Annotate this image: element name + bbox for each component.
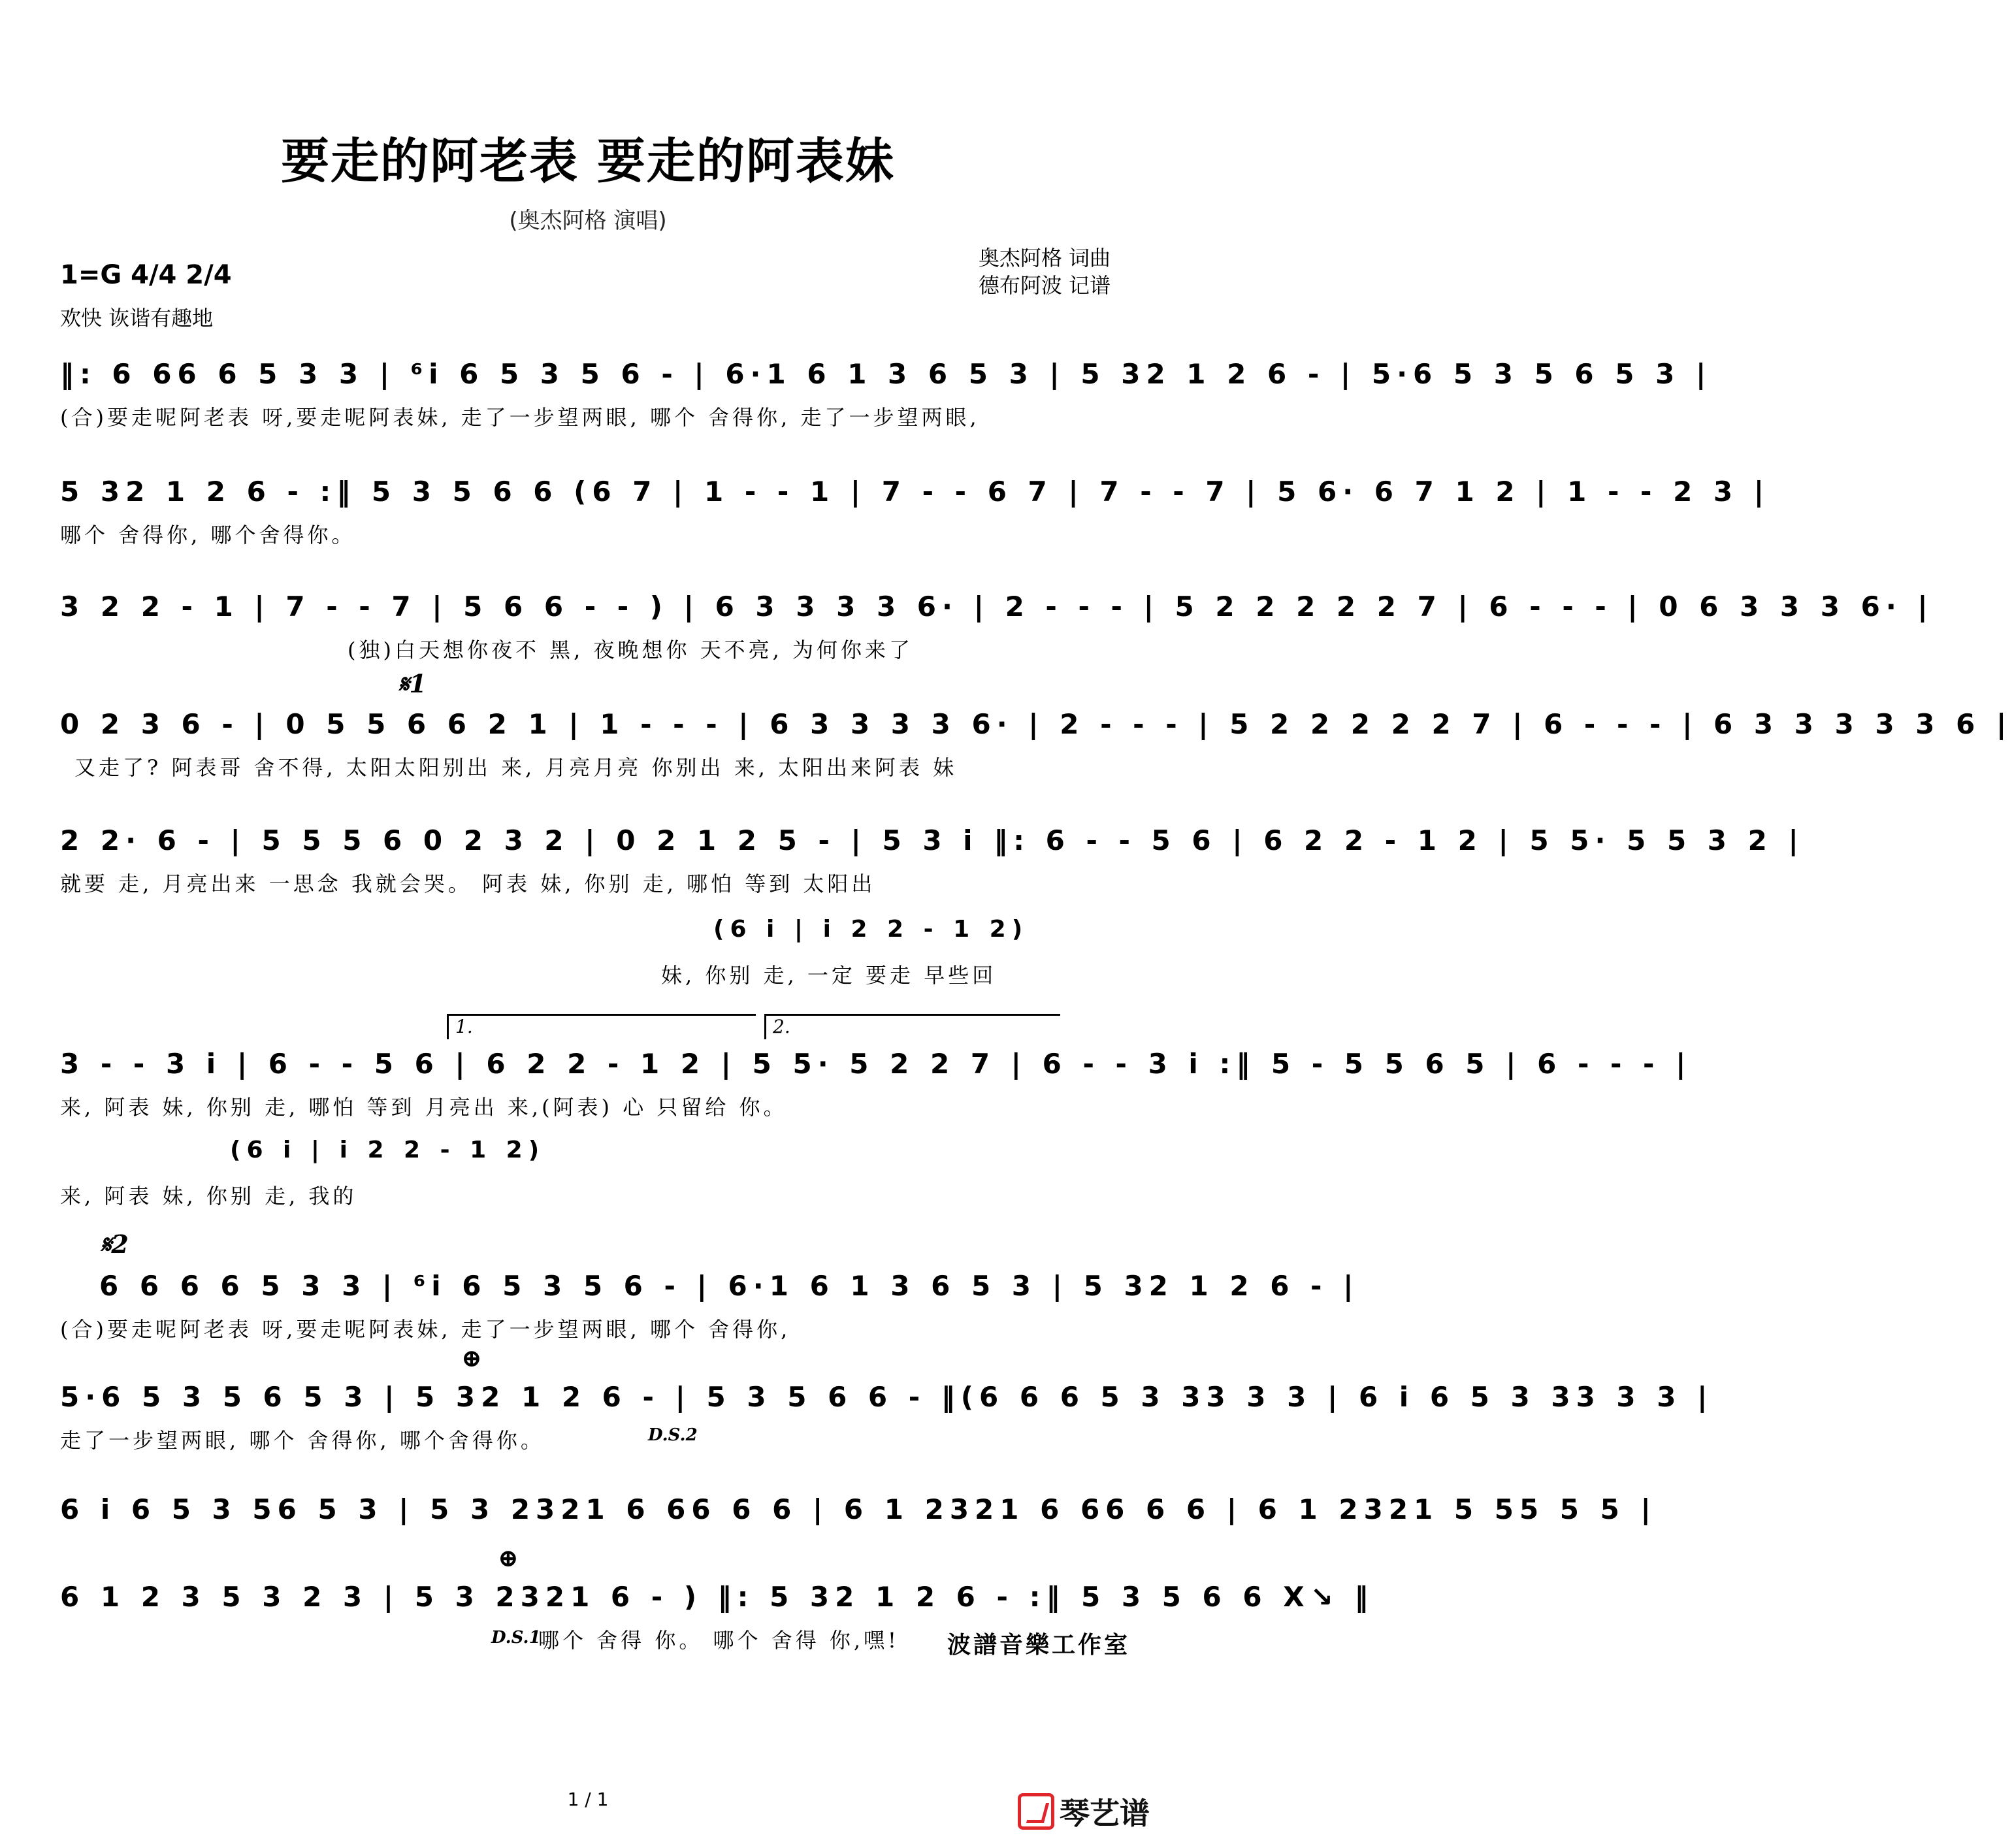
key-signature: 1=G 4/4 2/4 xyxy=(60,260,232,290)
lyrics-line: 哪个 舍得你, 哪个舍得你。 xyxy=(60,523,356,547)
lyrics-line: (独)白天想你夜不 黑, 夜晚想你 天不亮, 为何你来了 xyxy=(348,638,914,662)
notation-line: 0 2 3 6 - | 0 5 5 6 6 2 1 | 1 - - - | 6 3 3 3 3 6· | 2 - - - | 5 2 2 2 2 2 7 | 6 - - - | 6 3 3 3 3 3 6 | xyxy=(60,708,2012,740)
dal-segno-1: D.S.1 xyxy=(491,1628,541,1647)
alternate-lyrics: 来, 阿表 妹, 你别 走, 我的 xyxy=(60,1184,357,1208)
performer-subtitle: (奥杰阿格 演唱) xyxy=(509,208,667,234)
lyrics-line: (合)要走呢阿老表 呀,要走呢阿表妹, 走了一步望两眼, 哪个 舍得你, 走了一步望两眼, xyxy=(60,405,980,430)
lyrics-line: (合)要走呢阿老表 呀,要走呢阿表妹, 走了一步望两眼, 哪个 舍得你, xyxy=(60,1317,791,1342)
lyrics-line: 哪个 舍得 你。 哪个 舍得 你,嘿! xyxy=(538,1628,900,1653)
segno-marker: 𝄋2 xyxy=(101,1229,129,1259)
notation-line: ‖: 6 66 6 5 3 3 | ⁶i 6 5 3 5 6 - | 6·1 6 1 3 6 5 3 | 5 32 1 2 6 - | 5·6 5 3 5 6 5 3 | xyxy=(60,358,1712,390)
alternate-notation: (6 i | i 2 2 - 1 2) xyxy=(230,1137,545,1163)
lyrics-line: 走了一步望两眼, 哪个 舍得你, 哪个舍得你。 xyxy=(60,1428,545,1453)
page-number: 1 / 1 xyxy=(567,1789,609,1810)
notation-line: 5 32 1 2 6 - :‖ 5 3 5 6 6 (6 7 | 1 - - 1 | 7 - - 6 7 | 7 - - 7 | 5 6· 6 7 1 2 | 1 - - 2 3 | xyxy=(60,476,1770,508)
credit-transcriber: 德布阿波 记谱 xyxy=(978,273,1111,298)
notation-line: 3 2 2 - 1 | 7 - - 7 | 5 6 6 - - ) | 6 3 3 3 3 6· | 2 - - - | 5 2 2 2 2 2 7 | 6 - - - | 0 6 3 3 3 6· | xyxy=(60,591,1934,623)
notation-line: 2 2· 6 - | 5 5 5 6 0 2 3 2 | 0 2 1 2 5 - | 5 3 i ‖: 6 - - 5 6 | 6 2 2 - 1 2 | 5 5· 5 5 3 2 | xyxy=(60,824,1804,856)
alternate-notation: (6 i | i 2 2 - 1 2) xyxy=(713,916,1029,943)
studio-credit: 波譜音樂工作室 xyxy=(947,1631,1130,1659)
site-logo xyxy=(1018,1790,1150,1833)
notation-line: 5·6 5 3 5 6 5 3 | 5 32 1 2 6 - | 5 3 5 6 6 - ‖(6 6 6 5 3 33 3 3 | 6 i 6 5 3 33 3 3 | xyxy=(60,1381,1713,1413)
coda-sign: ⊕ xyxy=(498,1543,519,1572)
volta-second-ending: 2. xyxy=(764,1014,1060,1039)
lyrics-line: 来, 阿表 妹, 你别 走, 哪怕 等到 月亮出 来,(阿表) 心 只留给 你。 xyxy=(60,1095,788,1120)
logo-text: 琴艺谱 xyxy=(1060,1796,1150,1831)
coda-sign: ⊕ xyxy=(461,1343,482,1372)
page-title: 要走的阿老表 要走的阿表妹 xyxy=(281,133,895,189)
logo-icon xyxy=(1018,1793,1054,1830)
notation-line: 3 - - 3 i | 6 - - 5 6 | 6 2 2 - 1 2 | 5 5· 5 2 2 7 | 6 - - 3 i :‖ 5 - 5 5 6 5 | 6 - - - | xyxy=(60,1048,1692,1080)
lyrics-line: 就要 走, 月亮出来 一思念 我就会哭。 阿表 妹, 你别 走, 哪怕 等到 太阳出 xyxy=(60,871,876,896)
tempo-marking: 欢快 诙谐有趣地 xyxy=(60,306,214,331)
segno-marker: 𝄋1 xyxy=(398,669,427,698)
credit-lyrics-music: 奥杰阿格 词曲 xyxy=(978,246,1111,270)
volta-first-ending: 1. xyxy=(447,1014,756,1039)
dal-segno-2: D.S.2 xyxy=(648,1425,698,1445)
notation-line: 6 i 6 5 3 56 5 3 | 5 3 2321 6 66 6 6 | 6 1 2321 6 66 6 6 | 6 1 2321 5 55 5 5 | xyxy=(60,1493,1657,1525)
lyrics-line: 又走了? 阿表哥 舍不得, 太阳太阳别出 来, 月亮月亮 你别出 来, 太阳出来阿表 妹 xyxy=(74,755,958,780)
notation-line: 6 1 2 3 5 3 2 3 | 5 3 2321 6 - ) ‖: 5 32 1 2 6 - :‖ 5 3 5 6 6 X↘ ‖ xyxy=(60,1581,1374,1613)
alternate-lyrics: 妹, 你别 走, 一定 要走 早些回 xyxy=(661,963,997,988)
notation-line: 6 6 6 6 5 3 3 | ⁶i 6 5 3 5 6 - | 6·1 6 1 3 6 5 3 | 5 32 1 2 6 - | xyxy=(99,1270,1359,1302)
